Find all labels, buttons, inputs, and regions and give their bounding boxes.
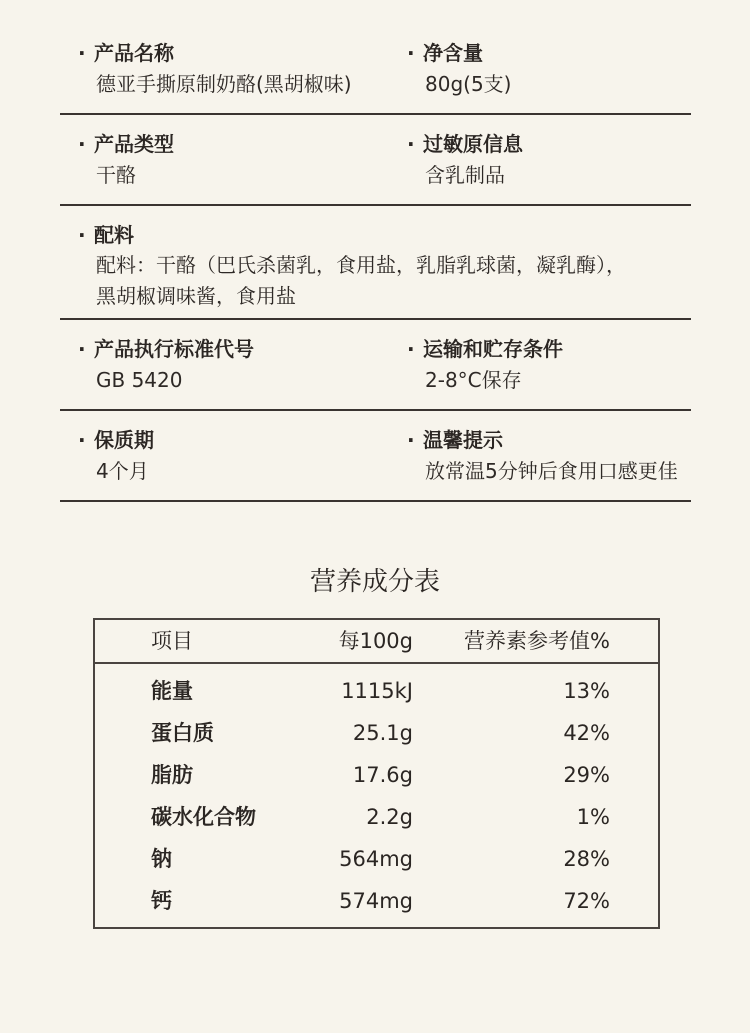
- bullet-icon: ·: [407, 337, 415, 361]
- info-value: 80g(5支): [425, 72, 512, 96]
- nutrition-header-row: [95, 620, 658, 664]
- info-row-name: [60, 24, 691, 115]
- bullet-icon: ·: [407, 132, 415, 156]
- nutrition-table: [93, 618, 660, 929]
- info-cell-storage: [407, 334, 563, 397]
- nutrient-name: 钙: [151, 889, 172, 913]
- nutrient-nrv: 13%: [563, 679, 610, 703]
- bullet-icon: ·: [78, 428, 86, 452]
- nutrition-row: [95, 754, 658, 796]
- nutrient-amount: 1115kJ: [341, 679, 413, 703]
- info-value: 放常温5分钟后食用口感更佳: [425, 459, 678, 483]
- nutrient-amount: 2.2g: [366, 805, 413, 829]
- nutrient-nrv: 29%: [563, 763, 610, 787]
- info-value: 德亚手撕原制奶酪(黑胡椒味): [96, 72, 352, 96]
- info-label: · 温馨提示: [407, 425, 678, 455]
- bullet-icon: ·: [78, 223, 86, 247]
- info-cell-product-name: [78, 38, 352, 101]
- nutrition-row: [95, 796, 658, 838]
- info-label: · 保质期: [78, 425, 154, 455]
- nutrition-row: [95, 838, 658, 880]
- nutrient-nrv: 28%: [563, 847, 610, 871]
- info-row-type: [60, 115, 691, 206]
- bullet-icon: ·: [78, 337, 86, 361]
- product-info-section: [60, 24, 691, 502]
- nutrient-nrv: 1%: [576, 805, 610, 829]
- info-label: · 净含量: [407, 38, 511, 68]
- nutrient-name: 碳水化合物: [151, 805, 256, 829]
- info-value: GB 5420: [96, 368, 183, 392]
- info-cell-product-type: [78, 129, 174, 192]
- info-cell-ingredients: [78, 220, 626, 312]
- nutrition-row: [95, 670, 658, 712]
- ingredients-line: 配料：干酪（巴氏杀菌乳，食用盐，乳脂乳球菌，凝乳酶），: [96, 253, 626, 277]
- info-cell-shelf-life: [78, 425, 154, 488]
- header-per-100g: 每100g: [338, 629, 413, 653]
- info-label: · 过敏原信息: [407, 129, 523, 159]
- nutrient-name: 钠: [151, 847, 172, 871]
- nutrition-row: [95, 712, 658, 754]
- nutrient-amount: 25.1g: [352, 721, 413, 745]
- info-cell-allergen: [407, 129, 523, 192]
- nutrient-amount: 564mg: [339, 847, 413, 871]
- info-cell-net-weight: [407, 38, 511, 101]
- info-value: 干酪: [96, 163, 136, 187]
- info-label: · 产品执行标准代号: [78, 334, 254, 364]
- nutrient-amount: 17.6g: [352, 763, 413, 787]
- nutrient-nrv: 72%: [563, 889, 610, 913]
- bullet-icon: ·: [407, 41, 415, 65]
- nutrient-name: 蛋白质: [151, 721, 214, 745]
- nutrient-name: 能量: [151, 679, 193, 703]
- nutrition-row: [95, 880, 658, 922]
- info-value: 含乳制品: [425, 163, 505, 187]
- header-nrv: 营养素参考值%: [464, 629, 610, 653]
- bullet-icon: ·: [407, 428, 415, 452]
- info-value: 2-8°C保存: [425, 368, 522, 392]
- info-cell-standard-code: [78, 334, 254, 397]
- bullet-icon: ·: [78, 132, 86, 156]
- info-row-standard: [60, 320, 691, 411]
- info-label: · 运输和贮存条件: [407, 334, 563, 364]
- info-row-shelf-life: [60, 411, 691, 502]
- info-label: · 产品类型: [78, 129, 174, 159]
- info-label: · 产品名称: [78, 38, 352, 68]
- info-cell-tips: [407, 425, 678, 488]
- info-value: 4个月: [96, 459, 149, 483]
- nutrient-amount: 574mg: [339, 889, 413, 913]
- info-row-ingredients: [60, 206, 691, 320]
- header-item: 项目: [151, 629, 193, 653]
- ingredients-line: 黑胡椒调味酱，食用盐: [96, 284, 296, 308]
- nutrient-nrv: 42%: [563, 721, 610, 745]
- bullet-icon: ·: [78, 41, 86, 65]
- nutrient-name: 脂肪: [151, 763, 193, 787]
- nutrition-title: 营养成分表: [309, 567, 440, 597]
- info-label: · 配料: [78, 220, 626, 250]
